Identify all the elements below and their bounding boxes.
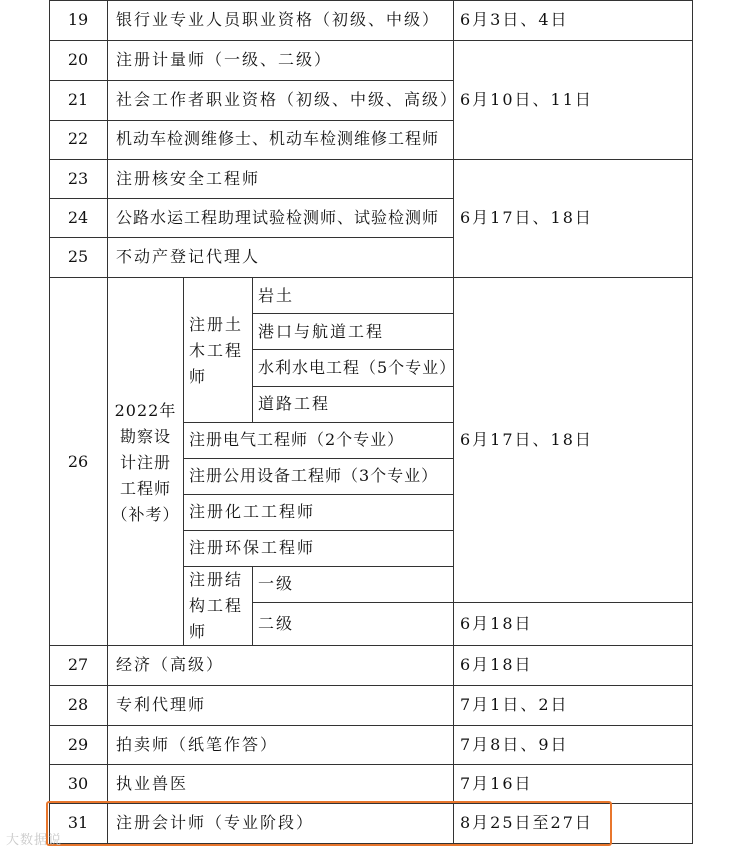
row-number: 31 — [67, 813, 89, 832]
col-line — [183, 277, 184, 645]
row-line — [183, 422, 453, 423]
exam-date: 7月8日、9日 — [460, 735, 569, 754]
row-number: 25 — [67, 247, 89, 266]
col-line — [49, 0, 50, 844]
label-line: 师 — [189, 622, 208, 641]
group-title-line: 计注册 — [119, 453, 171, 472]
exam-name: 执业兽医 — [116, 774, 189, 793]
row-line — [49, 764, 693, 765]
row-line — [49, 0, 693, 1]
label-line: 木工程 — [189, 341, 244, 360]
civil-sub: 岩土 — [258, 286, 295, 305]
group-title-line: 勘察设 — [119, 427, 171, 446]
row-line — [49, 725, 693, 726]
exam-name: 注册环保工程师 — [189, 538, 316, 557]
exam-name: 注册计量师（一级、二级） — [116, 50, 333, 69]
row-line — [252, 349, 453, 350]
row-line — [49, 685, 693, 686]
exam-name: 注册会计师（专业阶段） — [116, 813, 315, 832]
col-line — [252, 277, 253, 422]
row-line — [49, 40, 693, 41]
row-number: 27 — [67, 655, 89, 674]
exam-name: 注册公用设备工程师（3个专业） — [189, 466, 439, 485]
group-title-line: 2022年 — [114, 401, 177, 420]
struct-level: 一级 — [258, 574, 295, 593]
exam-name: 注册电气工程师（2个专业） — [189, 430, 405, 449]
group-title-line: （补考） — [111, 505, 180, 524]
exam-name: 注册化工工程师 — [189, 502, 316, 521]
row-line — [252, 386, 453, 387]
row-line — [49, 237, 453, 238]
exam-date: 7月1日、2日 — [460, 695, 569, 714]
exam-name: 公路水运工程助理试验检测师、试验检测师 — [116, 208, 440, 227]
exam-date: 6月17日、18日 — [460, 208, 593, 227]
row-line — [49, 159, 693, 160]
group-title-line: 工程师 — [119, 479, 171, 498]
row-line — [49, 277, 693, 278]
civil-sub: 水利水电工程（5个专业） — [258, 358, 457, 377]
row-line — [252, 313, 453, 314]
exam-name: 社会工作者职业资格（初级、中级、高级） — [116, 90, 459, 109]
row-line — [49, 198, 453, 199]
row-line — [183, 530, 453, 531]
row-number: 30 — [67, 774, 89, 793]
exam-date: 6月18日 — [460, 655, 533, 674]
exam-name: 专利代理师 — [116, 695, 207, 714]
exam-date: 6月17日、18日 — [460, 430, 593, 449]
exam-date: 6月18日 — [460, 614, 533, 633]
label-line: 师 — [189, 367, 208, 386]
label-line: 注册结 — [189, 570, 244, 589]
row-line — [183, 458, 453, 459]
row-number: 20 — [67, 50, 89, 69]
struct-level: 二级 — [258, 614, 295, 633]
row-line — [49, 120, 453, 121]
label-line: 构工程 — [189, 596, 244, 615]
row-line — [252, 602, 693, 603]
row-number: 23 — [67, 169, 89, 188]
exam-date: 6月10日、11日 — [460, 90, 593, 109]
structural-engineer-label — [189, 567, 243, 645]
row-number: 29 — [67, 735, 89, 754]
row-number: 19 — [67, 10, 89, 29]
civil-engineer-label — [189, 312, 243, 390]
exam-name: 机动车检测维修士、机动车检测维修工程师 — [116, 129, 440, 148]
row-number: 21 — [67, 90, 89, 109]
group-title — [108, 398, 183, 528]
row-line — [183, 494, 453, 495]
col-line — [453, 0, 454, 844]
civil-sub: 道路工程 — [258, 394, 331, 413]
exam-date: 6月3日、4日 — [460, 10, 569, 29]
exam-date: 7月16日 — [460, 774, 533, 793]
row-number: 24 — [67, 208, 89, 227]
exam-name: 拍卖师（纸笔作答） — [116, 735, 279, 754]
col-line — [252, 566, 253, 645]
row-line — [49, 645, 693, 646]
exam-name: 注册核安全工程师 — [116, 169, 261, 188]
watermark: 大数据说 — [6, 833, 63, 848]
label-line: 注册土 — [189, 315, 244, 334]
exam-name: 不动产登记代理人 — [116, 247, 261, 266]
exam-name: 经济（高级） — [116, 655, 225, 674]
row-number: 22 — [67, 129, 89, 148]
exam-name: 银行业专业人员职业资格（初级、中级） — [116, 10, 441, 29]
civil-sub: 港口与航道工程 — [258, 322, 385, 341]
exam-date: 8月25日至27日 — [460, 813, 593, 832]
highlight-box — [46, 801, 612, 846]
col-line — [692, 0, 693, 844]
row-line — [49, 80, 453, 81]
row-number: 26 — [67, 452, 89, 471]
row-number: 28 — [67, 695, 89, 714]
